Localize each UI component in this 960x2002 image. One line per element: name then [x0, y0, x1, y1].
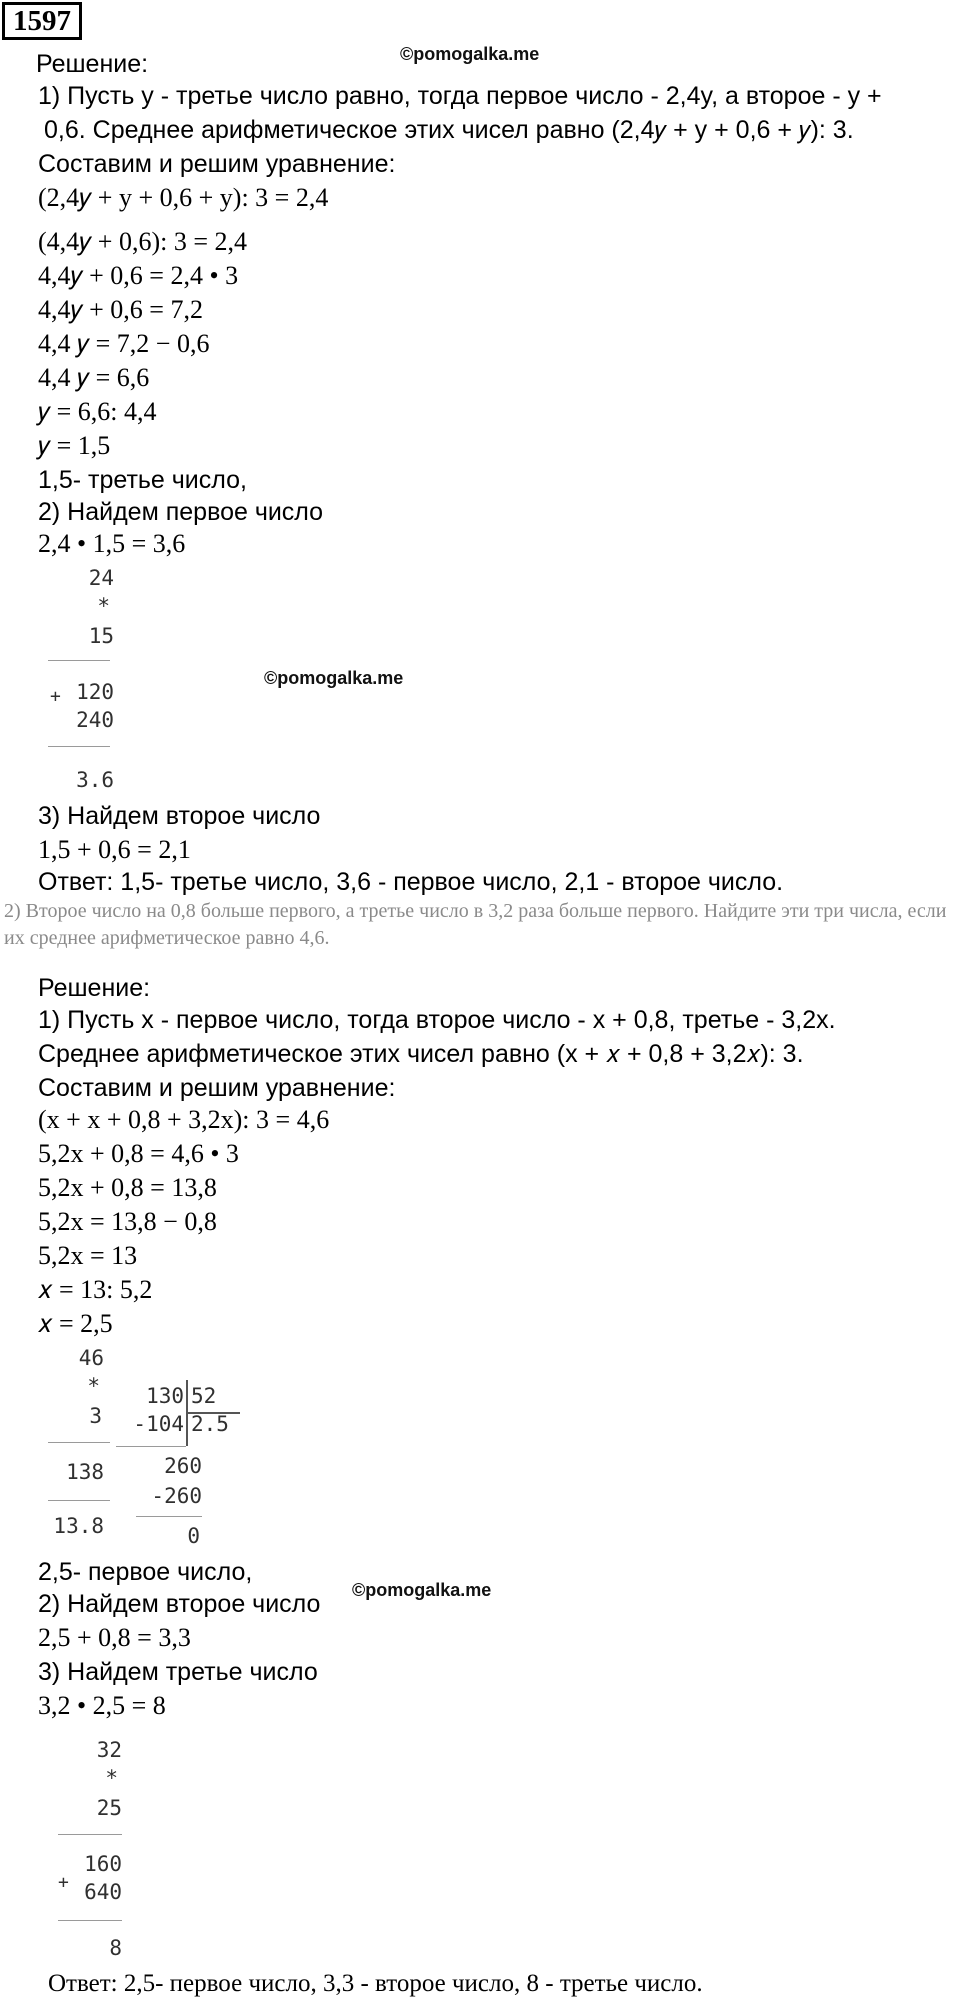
multiplicand: 32 — [96, 1738, 122, 1762]
intro-line: 1) Пусть y - третье число равно, тогда первое число - 2,4y, а второе - y + — [38, 82, 882, 110]
solution-heading: Решение: — [38, 974, 151, 1002]
subtrahend: -260 — [151, 1484, 202, 1508]
solution-heading: Решение: — [36, 50, 149, 78]
compose-line: Составим и решим уравнение: — [38, 150, 396, 178]
equation-line: 𝑦 = 1,5 — [38, 431, 111, 460]
partial-product: 160 — [84, 1852, 122, 1876]
multiplicand: 24 — [88, 566, 114, 590]
result-line: 1,5- третье число, — [38, 466, 247, 494]
equation-line: 𝑥 = 13: 5,2 — [38, 1275, 153, 1304]
plus-sign: + — [58, 1872, 69, 1893]
equation-line: 4,4 𝑦 = 7,2 − 0,6 — [38, 329, 210, 358]
equation-line: 3,2 • 2,5 = 8 — [38, 1691, 166, 1720]
problem-statement: 2) Второе число на 0,8 больше первого, а третье число в 3,2 раза больше первого. Найдите эти три числа, если их среднее арифметическое равно 4,6. — [4, 900, 947, 949]
intro-line: 0,6. Среднее арифметическое этих чисел равно (2,4𝑦 + y + 0,6 + 𝑦): 3. — [44, 116, 854, 144]
equation-line: 5,2x + 0,8 = 4,6 • 3 — [38, 1139, 239, 1168]
step-line: 3) Найдем второе число — [38, 802, 321, 830]
multiplier: 15 — [88, 624, 114, 648]
answer-line: Ответ: 2,5- первое число, 3,3 - второе число, 8 - третье число. — [48, 1970, 703, 1997]
step-line: 2) Найдем второе число — [38, 1590, 321, 1618]
equation-line: 4,4𝑦 + 0,6 = 7,2 — [38, 295, 203, 324]
equation-line: 𝑦 = 6,6: 4,4 — [38, 397, 157, 426]
divider-line — [48, 1442, 110, 1443]
divider-line — [48, 746, 110, 747]
equation-line: (2,4𝑦 + y + 0,6 + y): 3 = 2,4 — [38, 183, 329, 212]
partial-product: 240 — [76, 708, 114, 732]
product-intermediate: 138 — [66, 1460, 104, 1484]
equation-line: 2,5 + 0,8 = 3,3 — [38, 1623, 191, 1652]
problem-number: 1597 — [2, 2, 82, 40]
equation-line: 1,5 + 0,6 = 2,1 — [38, 835, 191, 864]
divider-line — [48, 1500, 110, 1501]
multiply-sign: * — [87, 1374, 100, 1398]
partial-product: 120 — [76, 680, 114, 704]
intro-line: 1) Пусть x - первое число, тогда второе число - x + 0,8, третье - 3,2x. — [38, 1006, 836, 1034]
dividend: 130 — [146, 1384, 184, 1408]
equation-line: 4,4 𝑦 = 6,6 — [38, 363, 150, 392]
equation-line: (4,4𝑦 + 0,6): 3 = 2,4 — [38, 227, 248, 256]
equation-line: 𝑥 = 2,5 — [38, 1309, 113, 1338]
subtrahend: -104 — [133, 1412, 184, 1436]
remainder: 0 — [187, 1524, 200, 1548]
multiply-sign: * — [97, 594, 110, 618]
multiply-sign: * — [105, 1766, 118, 1790]
watermark: ©pomogalka.me — [264, 668, 404, 688]
remainder: 260 — [164, 1454, 202, 1478]
equation-line: 2,4 • 1,5 = 3,6 — [38, 529, 186, 558]
watermark: ©pomogalka.me — [400, 44, 540, 64]
step-line: 2) Найдем первое число — [38, 498, 324, 526]
equation-line: 5,2x = 13 — [38, 1241, 138, 1270]
partial-product: 640 — [84, 1880, 122, 1904]
result-line: 2,5- первое число, — [38, 1558, 253, 1586]
multiplier: 25 — [96, 1796, 122, 1820]
divider-line — [48, 660, 110, 661]
divider-line — [116, 1446, 186, 1447]
step-line: 3) Найдем третье число — [38, 1658, 318, 1686]
multiplier: 3 — [89, 1404, 102, 1428]
compose-line: Составим и решим уравнение: — [38, 1074, 396, 1102]
equation-line: (x + x + 0,8 + 3,2x): 3 = 4,6 — [38, 1105, 330, 1134]
divider-line — [58, 1920, 122, 1921]
multiplicand: 46 — [78, 1346, 104, 1370]
answer-line: Ответ: 1,5- третье число, 3,6 - первое число, 2,1 - второе число. — [38, 868, 784, 896]
watermark: ©pomogalka.me — [352, 1580, 492, 1600]
equation-line: 5,2x + 0,8 = 13,8 — [38, 1173, 217, 1202]
quotient: 2.5 — [191, 1412, 229, 1436]
plus-sign: + — [50, 686, 61, 707]
product-result: 8 — [109, 1936, 122, 1960]
divisor: 52 — [191, 1384, 217, 1408]
intro-line: Среднее арифметическое этих чисел равно (x + 𝑥 + 0,8 + 3,2𝑥): 3. — [38, 1040, 804, 1068]
divider-line — [136, 1516, 202, 1517]
product-result: 3.6 — [76, 768, 114, 792]
equation-line: 4,4𝑦 + 0,6 = 2,4 • 3 — [38, 261, 239, 290]
equation-line: 5,2x = 13,8 − 0,8 — [38, 1207, 217, 1236]
product-result: 13.8 — [53, 1514, 104, 1538]
divider-line — [58, 1834, 122, 1835]
